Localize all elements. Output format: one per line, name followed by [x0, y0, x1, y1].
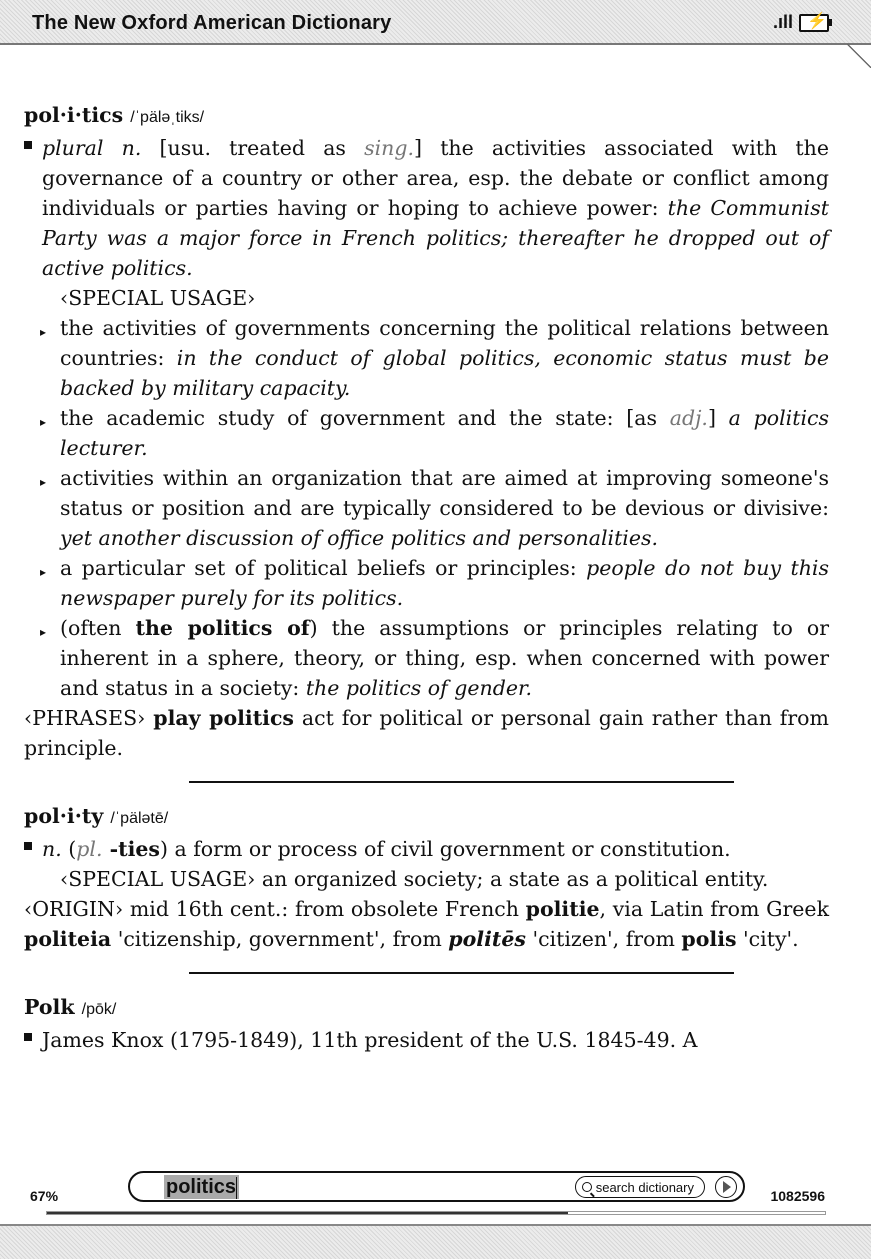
sub-sense: ▸ a particular set of political beliefs or principles: people do not buy this newspaper purely for its politics. [40, 556, 829, 610]
sub-sense: ▸ activities within an organization that are aimed at improving someone's status or position and are typically considered to be devious or divisive: yet another discussion of office politics and personalities. [40, 466, 829, 550]
square-bullet-icon [24, 1033, 32, 1041]
bottom-frame [0, 1224, 871, 1259]
text-cursor [236, 1177, 237, 1199]
entry-headword: Polk /pōk/ [24, 995, 117, 1019]
status-area [773, 12, 829, 33]
search-dictionary-button[interactable]: search dictionary [575, 1176, 705, 1198]
square-bullet-icon [24, 141, 32, 149]
entry-headword: pol·i·ty /ˈpälətē/ [24, 804, 169, 828]
pronunciation: /ˈpäləˌtiks/ [130, 109, 205, 126]
square-bullet-icon [24, 842, 32, 850]
reading-progress-fill [47, 1212, 568, 1214]
pronunciation: /ˈpälətē/ [110, 810, 169, 827]
location-number: 1082596 [770, 1188, 825, 1204]
dictionary-content [24, 100, 829, 1055]
search-input[interactable]: politics [164, 1175, 239, 1199]
phrases: ‹PHRASES› play politics act for political or personal gain rather than from principle. [24, 706, 829, 760]
origin: ‹ORIGIN› mid 16th cent.: from obsolete French politie, via Latin from Greek politeia 'citizenship, government', from politēs 'citizen', from polis 'city'. [24, 897, 829, 951]
sub-sense: ▸ (often the politics of) the assumptions or principles relating to or inherent in a sphere, theory, or thing, esp. when concerned with power and status in a society: the politics of gender. [40, 616, 829, 700]
title-bar [0, 0, 871, 45]
sense-main: James Knox (1795-1849), 11th president of the U.S. 1845-49. A [42, 1025, 829, 1055]
reading-percent: 67% [30, 1188, 59, 1204]
pronunciation: /pōk/ [81, 1001, 117, 1018]
go-arrow-button[interactable] [715, 1176, 737, 1198]
sub-sense: ▸ the activities of governments concerning the political relations between countries: in the conduct of global politics, economic status must be backed by military capacity. [40, 316, 829, 400]
battery-charging-icon: ⚡ [799, 14, 829, 32]
app-title: The New Oxford American Dictionary [32, 12, 392, 34]
search-bar[interactable] [128, 1171, 745, 1202]
special-usage-label: ‹SPECIAL USAGE› [60, 286, 256, 310]
entry-headword: pol·i·tics /ˈpäləˌtiks/ [24, 103, 205, 127]
sense-main: plural n. [usu. treated as sing.] the activities associated with the governance of a country or other area, esp. the debate or conflict among individuals or parties having or hoping to achieve power: the Communist Party was a major force in French politics; thereafter he dropped out of active politics. [42, 133, 829, 283]
entry-divider [189, 781, 734, 783]
signal-strength-icon: .ıll [772, 12, 793, 32]
sense-main: n. (pl. -ties) a form or process of civil government or constitution. [42, 834, 829, 864]
page-corner-icon [847, 44, 871, 68]
special-usage: ‹SPECIAL USAGE› an organized society; a state as a political entity. [60, 867, 769, 891]
entry-divider [189, 972, 734, 974]
magnifier-icon [582, 1182, 592, 1192]
sub-sense: ▸ the academic study of government and the state: [as adj.] a politics lecturer. [40, 406, 829, 460]
reading-progress-bar [46, 1211, 826, 1215]
